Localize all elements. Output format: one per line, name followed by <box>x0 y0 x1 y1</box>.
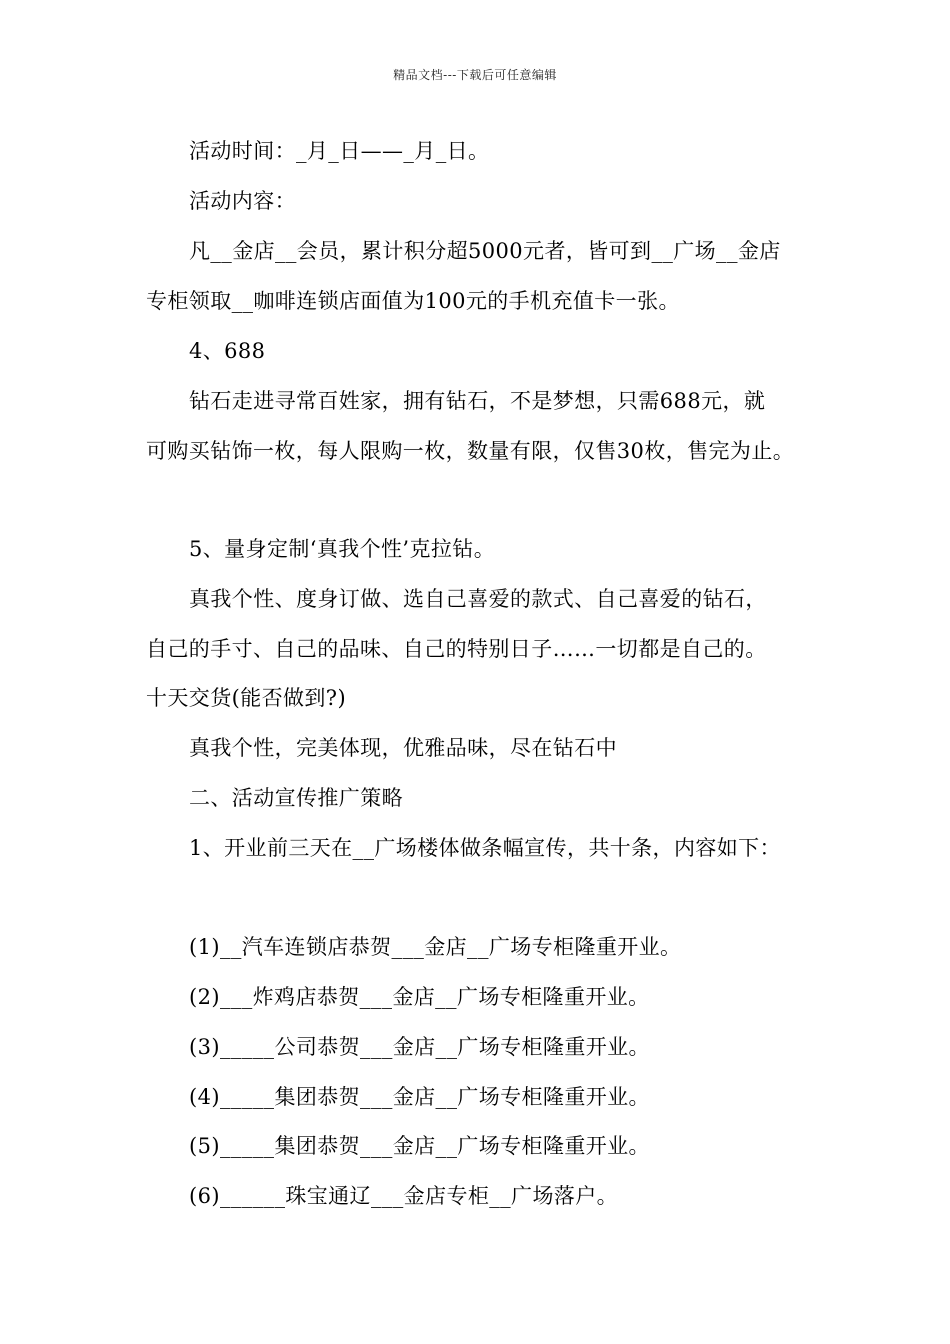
paragraph-line: 专柜领取__咖啡连锁店面值为100元的手机充值卡一张。 <box>146 289 680 313</box>
list-item: (6)______珠宝通辽___金店专柜__广场落户。 <box>189 1184 619 1208</box>
paragraph-line: 凡__金店__会员，累计积分超5000元者，皆可到__广场__金店 <box>189 239 781 263</box>
list-item: (2)___炸鸡店恭贺___金店__广场专柜隆重开业。 <box>189 985 650 1009</box>
list-item: (4)_____集团恭贺___金店__广场专柜隆重开业。 <box>189 1085 650 1109</box>
paragraph-line: 可购买钻饰一枚，每人限购一枚，数量有限，仅售30枚，售完为止。 <box>146 439 795 463</box>
paragraph-line: 自己的手寸、自己的品味、自己的特别日子……一切都是自己的。 <box>146 637 767 661</box>
paragraph-line: 1、开业前三天在__广场楼体做条幅宣传，共十条，内容如下： <box>189 836 781 860</box>
section-heading: 二、活动宣传推广策略 <box>189 786 403 810</box>
list-item: (5)_____集团恭贺___金店__广场专柜隆重开业。 <box>189 1134 650 1158</box>
paragraph-line: 十天交货(能否做到?) <box>146 686 347 710</box>
activity-content-label: 活动内容： <box>189 189 296 213</box>
section-heading: 5、量身定制‘真我个性’克拉钻。 <box>189 537 496 561</box>
paragraph-line: 真我个性、度身订做、选自己喜爱的款式、自己喜爱的钻石， <box>189 587 767 611</box>
section-heading: 4、688 <box>189 339 266 363</box>
activity-time: 活动时间：_月_日——_月_日。 <box>189 139 490 163</box>
list-item: (3)_____公司恭贺___金店__广场专柜隆重开业。 <box>189 1035 650 1059</box>
page-header: 精品文档---下载后可任意编辑 <box>393 68 557 82</box>
paragraph-line: 钻石走进寻常百姓家，拥有钻石，不是梦想，只需688元，就 <box>189 389 766 413</box>
paragraph-line: 真我个性，完美体现，优雅品味，尽在钻石中 <box>189 736 617 760</box>
list-item: (1)__汽车连锁店恭贺___金店__广场专柜隆重开业。 <box>189 935 682 959</box>
